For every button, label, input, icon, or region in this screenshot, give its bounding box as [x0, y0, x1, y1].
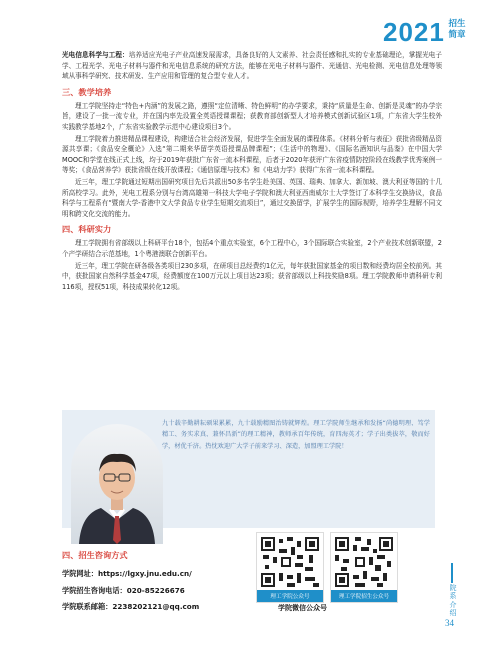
consult-title: 四、招生咨询方式 [62, 550, 128, 560]
research-paragraph-1: 理工学院拥有省部级以上科研平台18个，包括4个重点实验室，6个工程中心，3个国际联合实验室，2个产业技术创新联盟，2个产学研结合示范基地，1个粤港澳联合创新平台。 [62, 239, 442, 258]
page-number: 34 [445, 618, 454, 628]
dean-portrait [71, 424, 163, 544]
qr-caption-admission: 理工学院招生公众号 [331, 590, 397, 602]
main-content [62, 50, 442, 293]
section-title-research: 四、科研实力 [62, 224, 112, 235]
dean-portrait-image [71, 424, 163, 544]
teaching-paragraph-3: 近三年，理工学院通过短期出国研究项目先后共派出50多名学生赴美国、英国、瑞典、加拿大、新加坡、澳大利亚等国的十几所高校学习。此外，光电工程系分别与台湾高雄第一科技大学电子学院和澳大利亚西南威尔士大学签订了本科学生交换协议，食品科学与工程系有“暨南大学-香港中文大学食品专业学生短期交流项目”，通过交换留学，扩展学生的国际视野，培养学生理解不同文明和跨文化交流的能力。 [62, 177, 442, 218]
research-paragraph-2: 近三年，理工学院在研各级各类项目230多项，在研项目总经费约1亿元，每年获批国家基金的项目数和经费均居全校前列。其中，获批国家自然科学基金47项，经费额度在100万元以上项目达23项；获省部级以上科技奖励8项。理工学院教师申请科研专利116项，授权51项，科技成果转化12项。 [62, 261, 442, 291]
header-tag: 招生简章 [448, 19, 466, 40]
phone-line [62, 583, 199, 600]
email-address[interactable]: 2238202121@qq.com [112, 602, 200, 611]
website-link[interactable]: https://lgxy.jnu.edu.cn/ [97, 569, 192, 578]
website-label: 学院网址： [62, 569, 98, 578]
qr-code-admission [330, 532, 398, 603]
side-section-label: 院系介绍 [449, 584, 457, 617]
phone-label: 学院招生咨询电话： [62, 585, 127, 595]
email-label: 学院联系邮箱： [62, 602, 113, 611]
teaching-paragraph-2: 理工学院着力推进精品课程建设，构建适合社会经济发展，促进学生全面发展的课程体系。《材料分析与表征》获批省级精品资源共享课；《食品安全概论》入选“第二期来华留学英语授课品牌课程”；《生活中的物理》、《国际名酒知识与品鉴》在中国大学MOOC和学堂在线正式上线，均于2019年获批广东省一流本科课程，后者于2020年获评广东省疫情防控阶段在线教学优秀案例一等奖；《食品营养学》获批省级在线开放课程；《通信原理与技术》和《电动力学》获得广东省一流本科课程。 [62, 134, 442, 175]
qr-code-college [256, 532, 324, 603]
qr-code-icon [261, 537, 319, 587]
intro-text: 培养适应光电子产业高速发展需求，具备良好的人文素养、社会责任感和扎实的专业基础理论，掌握光电子学、工程光学、光电子材料与器件和光电信息系统的研究方法，能够在光电子材料与器件、光通信、光电检测、光电信息处理等领域从事科学研究、技术研发、生产应用和管理的复合型专业人才。 [62, 51, 443, 81]
website-line [62, 566, 199, 583]
qr-code-icon [335, 537, 393, 587]
side-divider [451, 563, 453, 583]
qr-caption-college: 理工学院公众号 [257, 590, 323, 602]
email-line [62, 599, 199, 616]
section-title-teaching: 三、教学培养 [62, 86, 112, 97]
wechat-accounts-label: 学院微信公众号 [278, 604, 327, 612]
dean-message-text: 九十载辛勤耕耘硕果累累，九十载励精图治铸就辉煌。理工学院师生继承和发扬“尚德明理、笃学精工、务实求真、兼怀昌新”的理工精神，教师承百年传统，育四海英才；学子出类拔萃，敬而好学，材优千济。热忱欢迎广大学子前来学习、深造，加盟理工学院！ [162, 420, 430, 450]
header-year: 2021 [383, 17, 445, 47]
intro-paragraph [62, 50, 442, 82]
intro-lead: 光电信息科学与工程： [62, 51, 129, 59]
contact-info [62, 566, 199, 616]
phone-number: 020-85226676 [126, 585, 185, 595]
teaching-paragraph-1: 理工学院坚持走“特色+内涵”的发展之路，遵照“定位清晰、特色鲜明”的办学要求，秉持“质量是生命、创新是灵魂”的办学宗旨，建设了一批一流专业，并在国内率先设置全英语授课课程；获教育部创新型人才培养模式创新试验区1项，广东省大学生校外实践教学基地2个，广东省实验教学示范中心建设项目3个。 [62, 101, 442, 131]
